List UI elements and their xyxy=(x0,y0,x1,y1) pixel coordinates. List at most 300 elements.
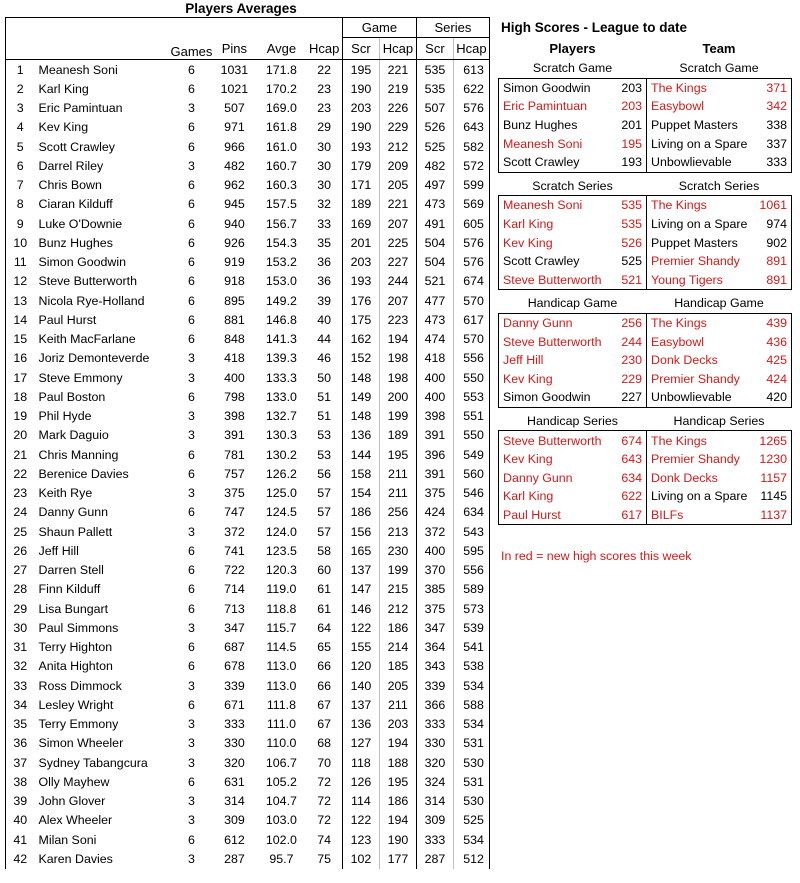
cell-avge: 153.0 xyxy=(265,274,297,289)
player-row xyxy=(6,811,490,830)
team-name: Unbowlievable xyxy=(647,388,757,407)
cell-games: 6 xyxy=(188,197,195,212)
team-name: Donk Decks xyxy=(647,468,757,487)
cell-pos: 20 xyxy=(6,426,35,445)
cell-games: 6 xyxy=(188,62,195,77)
cell-pins: 631 xyxy=(224,774,245,789)
cell-hcap: 35 xyxy=(317,235,332,250)
cell-hcap: 23 xyxy=(317,81,332,96)
cell-series-hcap: 560 xyxy=(453,464,489,483)
cell-pos: 29 xyxy=(6,599,35,618)
cell-series-scr: 347 xyxy=(416,618,453,637)
cell-hcap: 30 xyxy=(317,158,332,173)
player-section-title: Scratch Series xyxy=(532,178,613,193)
team-name: The Kings xyxy=(647,78,757,97)
cell-games: 6 xyxy=(188,120,195,135)
cell-pins: 687 xyxy=(224,640,245,655)
player-score: 230 xyxy=(621,353,642,368)
team-score: 902 xyxy=(757,233,792,252)
cell-series-hcap: 512 xyxy=(453,849,489,868)
cell-avge: 132.7 xyxy=(265,409,297,424)
cell-games: 6 xyxy=(188,697,195,712)
cell-games: 6 xyxy=(188,659,195,674)
cell-games: 3 xyxy=(188,736,195,751)
cell-pins: 747 xyxy=(224,505,245,520)
cell-pins: 945 xyxy=(224,197,245,212)
cell-series-hcap: 534 xyxy=(453,830,489,849)
cell-avge: 118.8 xyxy=(266,601,297,616)
team-score: 1061 xyxy=(757,196,792,215)
cell-avge: 105.2 xyxy=(265,774,297,789)
team-name: Puppet Masters xyxy=(647,233,757,252)
cell-series-scr: 400 xyxy=(416,541,453,560)
cell-pins: 375 xyxy=(224,486,245,501)
cell-name: Terry Emmony xyxy=(38,717,119,732)
player-name: Steve Butterworth xyxy=(499,271,610,290)
cell-game-hcap: 195 xyxy=(379,445,416,464)
cell-avge: 113.0 xyxy=(266,659,297,674)
team-score: 333 xyxy=(757,153,792,172)
player-row xyxy=(6,368,490,387)
cell-game-scr: 203 xyxy=(342,99,379,118)
cell-pins: 881 xyxy=(224,312,245,327)
cell-pins: 507 xyxy=(224,101,245,116)
cell-series-scr: 333 xyxy=(416,830,453,849)
cell-game-hcap: 211 xyxy=(379,695,416,714)
cell-hcap: 53 xyxy=(317,428,332,443)
player-row xyxy=(6,445,490,464)
cell-game-scr: 136 xyxy=(342,715,379,734)
cell-hcap: 23 xyxy=(317,101,332,116)
cell-games: 3 xyxy=(188,351,195,366)
cell-avge: 156.7 xyxy=(265,216,297,231)
high-score-row xyxy=(499,233,792,252)
cell-pins: 895 xyxy=(224,293,245,308)
team-name: Easybowl xyxy=(647,97,757,116)
team-name: Living on a Spare xyxy=(647,215,757,234)
cell-games: 6 xyxy=(188,466,195,481)
cell-avge: 161.0 xyxy=(265,139,297,154)
cell-name: Berenice Davies xyxy=(38,466,129,481)
cell-game-hcap: 226 xyxy=(379,99,416,118)
team-name: Living on a Spare xyxy=(647,487,757,506)
player-name: Bunz Hughes xyxy=(499,116,610,135)
player-score: 634 xyxy=(621,470,642,485)
cell-hcap: 22 xyxy=(317,62,332,77)
cell-series-scr: 339 xyxy=(416,676,453,695)
player-row xyxy=(6,522,490,541)
team-score: 337 xyxy=(757,134,792,153)
player-row xyxy=(6,330,490,349)
cell-name: Eric Pamintuan xyxy=(38,101,123,116)
cell-avge: 130.3 xyxy=(265,428,297,443)
cell-game-hcap: 209 xyxy=(379,156,416,175)
cell-games: 6 xyxy=(188,216,195,231)
cell-name: Shaun Pallett xyxy=(38,524,113,539)
cell-games: 3 xyxy=(188,813,195,828)
player-name: Simon Goodwin xyxy=(499,78,610,97)
player-score: 256 xyxy=(610,313,647,332)
cell-series-hcap: 599 xyxy=(453,176,489,195)
cell-name: Steve Butterworth xyxy=(38,274,137,289)
cell-hcap: 39 xyxy=(317,293,332,308)
cell-name: John Glover xyxy=(38,794,106,809)
cell-games: 6 xyxy=(188,640,195,655)
high-score-row xyxy=(499,215,792,234)
cell-hcap: 58 xyxy=(317,543,332,558)
cell-game-scr: 195 xyxy=(342,60,379,80)
cell-series-scr: 330 xyxy=(416,734,453,753)
cell-name: Scott Crawley xyxy=(38,139,115,154)
cell-avge: 141.3 xyxy=(265,332,297,347)
cell-games: 3 xyxy=(188,101,195,116)
cell-games: 6 xyxy=(188,832,195,847)
team-name: BILFs xyxy=(647,506,757,525)
cell-game-scr: 114 xyxy=(342,792,379,811)
cell-game-hcap: 212 xyxy=(379,599,416,618)
team-section-title: Handicap Game xyxy=(674,296,764,311)
cell-pos: 23 xyxy=(6,484,35,503)
cell-game-scr: 147 xyxy=(342,580,379,599)
cell-hcap: 57 xyxy=(317,505,332,520)
player-row xyxy=(6,464,490,483)
player-row xyxy=(6,272,490,291)
cell-name: Ciaran Kilduff xyxy=(38,197,113,212)
player-name: Jeff Hill xyxy=(499,351,610,370)
cell-game-hcap: 177 xyxy=(379,849,416,868)
team-score: 425 xyxy=(757,351,792,370)
cell-series-hcap: 576 xyxy=(453,253,489,272)
cell-pos: 5 xyxy=(6,137,35,156)
cell-name: Joriz Demonteverde xyxy=(38,351,150,366)
cell-series-hcap: 576 xyxy=(453,99,489,118)
player-row xyxy=(6,349,490,368)
cell-series-hcap: 634 xyxy=(453,503,489,522)
cell-game-scr: 118 xyxy=(342,753,379,772)
cell-pins: 391 xyxy=(224,428,245,443)
cell-series-scr: 521 xyxy=(416,272,453,291)
cell-series-scr: 320 xyxy=(416,753,453,772)
cell-series-scr: 364 xyxy=(416,638,453,657)
team-score: 342 xyxy=(757,97,792,116)
cell-game-hcap: 190 xyxy=(379,830,416,849)
player-name: Simon Goodwin xyxy=(499,388,610,407)
cell-name: Steve Emmony xyxy=(38,370,123,385)
high-score-row xyxy=(499,370,792,389)
cell-pos: 27 xyxy=(6,561,35,580)
cell-game-scr: 126 xyxy=(342,772,379,791)
team-score: 1157 xyxy=(757,468,792,487)
player-row xyxy=(6,484,490,503)
cell-game-scr: 152 xyxy=(342,349,379,368)
cell-avge: 126.2 xyxy=(265,466,297,481)
cell-pins: 314 xyxy=(224,794,245,809)
player-row xyxy=(6,599,490,618)
cell-pos: 37 xyxy=(6,753,35,772)
players-averages-body xyxy=(6,60,490,869)
team-section-title: Scratch Game xyxy=(679,61,759,76)
team-section-title: Scratch Series xyxy=(678,178,760,193)
cell-pins: 330 xyxy=(224,736,245,751)
cell-series-hcap: 530 xyxy=(453,792,489,811)
cell-hcap: 51 xyxy=(317,389,332,404)
cell-hcap: 61 xyxy=(317,601,332,616)
cell-game-hcap: 205 xyxy=(379,176,416,195)
cell-pins: 926 xyxy=(224,235,245,250)
cell-games: 6 xyxy=(188,312,195,327)
cell-game-scr: 120 xyxy=(342,657,379,676)
cell-pos: 28 xyxy=(6,580,35,599)
cell-pos: 7 xyxy=(6,176,35,195)
player-section-title: Scratch Game xyxy=(532,61,613,76)
player-row xyxy=(6,618,490,637)
cell-series-hcap: 622 xyxy=(453,79,489,98)
cell-pins: 798 xyxy=(224,389,245,404)
col-avge: Avge xyxy=(256,38,306,60)
cell-series-scr: 473 xyxy=(416,195,453,214)
cell-hcap: 29 xyxy=(317,120,332,135)
cell-pos: 14 xyxy=(6,310,35,329)
cell-series-hcap: 556 xyxy=(453,561,489,580)
cell-game-hcap: 185 xyxy=(379,657,416,676)
cell-games: 6 xyxy=(188,235,195,250)
cell-hcap: 36 xyxy=(317,274,332,289)
cell-games: 6 xyxy=(188,389,195,404)
player-row xyxy=(6,695,490,714)
cell-series-hcap: 549 xyxy=(453,445,489,464)
cell-pins: 398 xyxy=(224,409,245,424)
cell-name: Olly Mayhew xyxy=(38,774,110,789)
player-row xyxy=(6,79,490,98)
cell-pins: 347 xyxy=(224,620,245,635)
cell-avge: 130.2 xyxy=(265,447,297,462)
cell-game-scr: 193 xyxy=(342,272,379,291)
player-row xyxy=(6,291,490,310)
cell-hcap: 51 xyxy=(317,409,332,424)
cell-series-scr: 398 xyxy=(416,407,453,426)
team-name: Young Tigers xyxy=(647,271,757,290)
cell-avge: 103.0 xyxy=(265,813,297,828)
cell-series-hcap: 588 xyxy=(453,695,489,714)
cell-series-hcap: 550 xyxy=(453,368,489,387)
cell-games: 3 xyxy=(188,409,195,424)
cell-series-scr: 491 xyxy=(416,214,453,233)
cell-pins: 919 xyxy=(224,255,245,270)
cell-series-scr: 372 xyxy=(416,522,453,541)
team-name: Premier Shandy xyxy=(647,252,757,271)
player-row xyxy=(6,176,490,195)
cell-hcap: 66 xyxy=(317,659,332,674)
player-name: Danny Gunn xyxy=(499,468,610,487)
team-score: 1230 xyxy=(757,450,792,469)
high-scores-title: High Scores - League to date xyxy=(501,20,688,35)
cell-name: Alex Wheeler xyxy=(38,813,113,828)
cell-hcap: 72 xyxy=(317,794,332,809)
cell-game-scr: 190 xyxy=(342,79,379,98)
cell-game-hcap: 230 xyxy=(379,541,416,560)
player-score: 674 xyxy=(610,431,647,450)
cell-name: Paul Simmons xyxy=(38,620,119,635)
cell-game-hcap: 221 xyxy=(379,195,416,214)
high-score-row xyxy=(499,431,792,450)
cell-game-hcap: 213 xyxy=(379,522,416,541)
high-score-row xyxy=(499,153,792,172)
cell-game-scr: 148 xyxy=(342,368,379,387)
cell-pins: 482 xyxy=(224,158,245,173)
cell-games: 6 xyxy=(188,563,195,578)
player-name: Meanesh Soni xyxy=(499,134,610,153)
high-score-row xyxy=(499,313,792,332)
cell-pos: 16 xyxy=(6,349,35,368)
high-score-row xyxy=(499,134,792,153)
cell-hcap: 60 xyxy=(317,563,332,578)
cell-game-hcap: 227 xyxy=(379,253,416,272)
cell-series-scr: 526 xyxy=(416,118,453,137)
player-score: 229 xyxy=(621,371,642,386)
legend-note: In red = new high scores this week xyxy=(501,549,692,563)
cell-games: 6 xyxy=(188,255,195,270)
cell-series-scr: 535 xyxy=(416,79,453,98)
col-hcap: Hcap xyxy=(306,38,342,60)
cell-pos: 38 xyxy=(6,772,35,791)
game-group-header: Game xyxy=(342,18,416,38)
cell-game-hcap: 212 xyxy=(379,137,416,156)
cell-game-scr: 155 xyxy=(342,638,379,657)
cell-pins: 320 xyxy=(224,755,245,770)
cell-avge: 171.8 xyxy=(265,62,297,77)
team-name: Premier Shandy xyxy=(647,450,757,469)
cell-name: Keith MacFarlane xyxy=(38,332,136,347)
cell-games: 6 xyxy=(188,139,195,154)
cell-series-hcap: 534 xyxy=(453,676,489,695)
cell-pos: 1 xyxy=(6,60,35,80)
cell-avge: 104.7 xyxy=(265,794,297,809)
player-name: Kev King xyxy=(499,370,610,389)
cell-series-scr: 504 xyxy=(416,253,453,272)
cell-pins: 309 xyxy=(224,813,245,828)
cell-game-scr: 146 xyxy=(342,599,379,618)
cell-game-hcap: 225 xyxy=(379,233,416,252)
cell-avge: 139.3 xyxy=(265,351,297,366)
cell-game-scr: 144 xyxy=(342,445,379,464)
cell-game-scr: 127 xyxy=(342,734,379,753)
cell-game-hcap: 211 xyxy=(379,464,416,483)
high-score-row xyxy=(499,97,792,116)
cell-game-hcap: 211 xyxy=(379,484,416,503)
cell-game-scr: 176 xyxy=(342,291,379,310)
cell-game-scr: 186 xyxy=(342,503,379,522)
cell-hcap: 68 xyxy=(317,736,332,751)
team-score: 891 xyxy=(757,252,792,271)
cell-avge: 123.5 xyxy=(265,543,297,558)
col-series-scr: Scr xyxy=(416,38,453,60)
cell-hcap: 72 xyxy=(317,813,332,828)
cell-avge: 133.3 xyxy=(265,370,297,385)
player-row xyxy=(6,830,490,849)
cell-game-hcap: 199 xyxy=(379,561,416,580)
cell-hcap: 65 xyxy=(317,640,332,655)
player-row xyxy=(6,214,490,233)
player-name: Scott Crawley xyxy=(499,252,610,271)
cell-name: Mark Daguio xyxy=(38,428,109,443)
cell-games: 6 xyxy=(188,81,195,96)
cell-name: Phil Hyde xyxy=(38,409,92,424)
cell-game-hcap: 221 xyxy=(379,60,416,80)
cell-game-scr: 148 xyxy=(342,407,379,426)
player-name: Karl King xyxy=(499,487,610,506)
cell-hcap: 57 xyxy=(317,486,332,501)
cell-game-hcap: 188 xyxy=(379,753,416,772)
cell-game-scr: 189 xyxy=(342,195,379,214)
cell-hcap: 70 xyxy=(317,755,332,770)
player-row xyxy=(6,734,490,753)
team-score: 371 xyxy=(757,78,792,97)
cell-games: 6 xyxy=(188,447,195,462)
cell-pos: 3 xyxy=(6,99,35,118)
col-games: Games xyxy=(171,38,213,60)
cell-series-scr: 324 xyxy=(416,772,453,791)
player-row xyxy=(6,233,490,252)
cell-game-hcap: 214 xyxy=(379,638,416,657)
cell-game-scr: 158 xyxy=(342,464,379,483)
cell-name: Chris Manning xyxy=(38,447,119,462)
cell-games: 3 xyxy=(188,851,195,866)
player-row xyxy=(6,753,490,772)
cell-name: Finn Kilduff xyxy=(38,582,101,597)
cell-game-hcap: 229 xyxy=(379,118,416,137)
cell-avge: 170.2 xyxy=(265,81,297,96)
players-averages-table xyxy=(5,17,490,869)
team-name: Premier Shandy xyxy=(647,370,757,389)
cell-series-scr: 385 xyxy=(416,580,453,599)
cell-avge: 115.7 xyxy=(266,620,297,635)
player-name: Scott Crawley xyxy=(499,153,610,172)
cell-name: Darren Stell xyxy=(38,563,104,578)
cell-games: 6 xyxy=(188,774,195,789)
player-row xyxy=(6,60,490,80)
cell-game-scr: 122 xyxy=(342,811,379,830)
player-row xyxy=(6,156,490,175)
cell-name: Keith Rye xyxy=(38,486,93,501)
cell-hcap: 61 xyxy=(317,582,332,597)
player-row xyxy=(6,580,490,599)
cell-pos: 19 xyxy=(6,407,35,426)
cell-avge: 133.0 xyxy=(265,389,297,404)
cell-pos: 6 xyxy=(6,156,35,175)
player-score: 521 xyxy=(610,271,647,290)
cell-series-hcap: 643 xyxy=(453,118,489,137)
cell-hcap: 50 xyxy=(317,370,332,385)
cell-pos: 11 xyxy=(6,253,35,272)
cell-series-scr: 333 xyxy=(416,715,453,734)
high-score-row xyxy=(499,487,792,506)
cell-pins: 372 xyxy=(224,524,245,539)
cell-pins: 287 xyxy=(224,851,245,866)
cell-avge: 120.3 xyxy=(265,563,297,578)
high-score-row xyxy=(499,116,792,135)
cell-game-scr: 179 xyxy=(342,156,379,175)
cell-games: 3 xyxy=(188,158,195,173)
cell-series-scr: 309 xyxy=(416,811,453,830)
cell-series-scr: 314 xyxy=(416,792,453,811)
player-name: Steve Butterworth xyxy=(499,332,610,351)
cell-pins: 741 xyxy=(224,543,245,558)
player-score: 535 xyxy=(610,196,647,215)
player-score: 203 xyxy=(610,78,647,97)
player-row xyxy=(6,137,490,156)
team-score: 436 xyxy=(757,332,792,351)
cell-hcap: 30 xyxy=(317,139,332,154)
